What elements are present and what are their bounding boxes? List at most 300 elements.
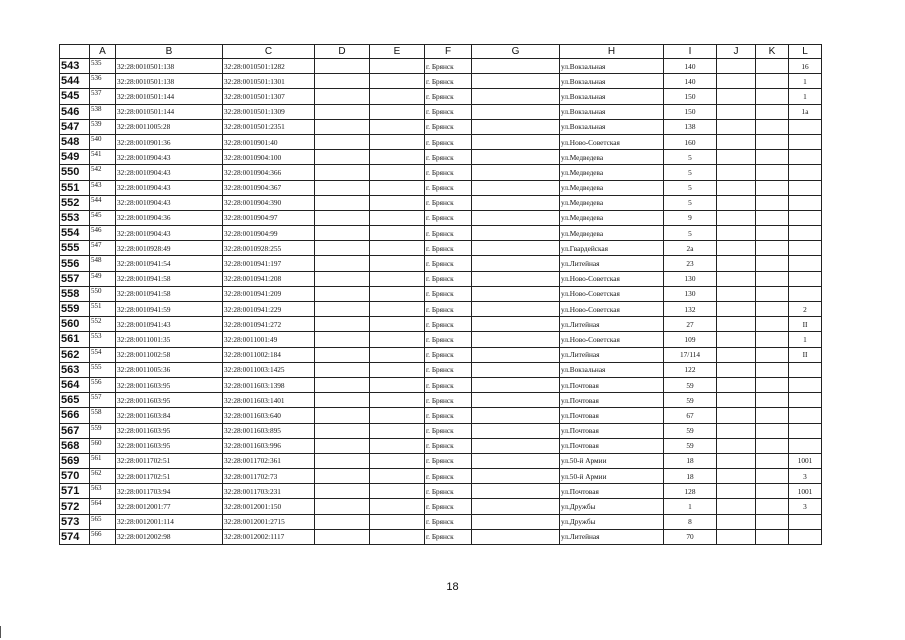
cell-j[interactable] <box>717 195 756 210</box>
cell-l[interactable] <box>789 256 822 271</box>
cell-g[interactable] <box>472 195 560 210</box>
cell-k[interactable] <box>756 286 789 301</box>
cell-b[interactable]: 32:28:0010904:43 <box>116 165 223 180</box>
cell-d[interactable] <box>315 271 370 286</box>
cell-d[interactable] <box>315 499 370 514</box>
cell-g[interactable] <box>472 438 560 453</box>
cell-e[interactable] <box>370 484 425 499</box>
cell-h[interactable]: ул.Литейная <box>560 529 664 544</box>
cell-a[interactable]: 561 <box>90 453 116 468</box>
cell-d[interactable] <box>315 529 370 544</box>
cell-a[interactable]: 556 <box>90 377 116 392</box>
cell-e[interactable] <box>370 210 425 225</box>
cell-a[interactable]: 540 <box>90 134 116 149</box>
cell-h[interactable]: ул.Ново-Советская <box>560 286 664 301</box>
cell-k[interactable] <box>756 302 789 317</box>
cell-i[interactable]: 160 <box>664 134 717 149</box>
cell-c[interactable]: 32:28:0012001:150 <box>223 499 315 514</box>
cell-j[interactable] <box>717 332 756 347</box>
row-number[interactable]: 557 <box>60 271 90 286</box>
cell-a[interactable]: 545 <box>90 210 116 225</box>
cell-d[interactable] <box>315 484 370 499</box>
cell-i[interactable]: 109 <box>664 332 717 347</box>
cell-g[interactable] <box>472 484 560 499</box>
cell-f[interactable]: г. Брянск <box>425 104 472 119</box>
cell-h[interactable]: ул.Дружбы <box>560 514 664 529</box>
cell-k[interactable] <box>756 150 789 165</box>
cell-i[interactable]: 150 <box>664 104 717 119</box>
cell-a[interactable]: 549 <box>90 271 116 286</box>
cell-g[interactable] <box>472 347 560 362</box>
cell-e[interactable] <box>370 499 425 514</box>
cell-c[interactable]: 32:28:0010901:40 <box>223 134 315 149</box>
cell-e[interactable] <box>370 317 425 332</box>
cell-h[interactable]: ул.Медведева <box>560 195 664 210</box>
row-number[interactable]: 546 <box>60 104 90 119</box>
row-number[interactable]: 563 <box>60 362 90 377</box>
cell-f[interactable]: г. Брянск <box>425 408 472 423</box>
cell-a[interactable]: 547 <box>90 241 116 256</box>
cell-e[interactable] <box>370 150 425 165</box>
cell-f[interactable]: г. Брянск <box>425 74 472 89</box>
cell-h[interactable]: ул.Почтовая <box>560 438 664 453</box>
cell-c[interactable]: 32:28:0011703:231 <box>223 484 315 499</box>
cell-h[interactable]: ул.Почтовая <box>560 377 664 392</box>
cell-b[interactable]: 32:28:0010901:36 <box>116 134 223 149</box>
cell-h[interactable]: ул.Вокзальная <box>560 362 664 377</box>
cell-e[interactable] <box>370 119 425 134</box>
cell-b[interactable]: 32:28:0012002:98 <box>116 529 223 544</box>
column-header-b[interactable]: B <box>116 45 223 59</box>
cell-e[interactable] <box>370 332 425 347</box>
cell-i[interactable]: 67 <box>664 408 717 423</box>
cell-d[interactable] <box>315 393 370 408</box>
cell-e[interactable] <box>370 256 425 271</box>
row-number[interactable]: 547 <box>60 119 90 134</box>
cell-j[interactable] <box>717 119 756 134</box>
cell-a[interactable]: 557 <box>90 393 116 408</box>
cell-k[interactable] <box>756 347 789 362</box>
cell-f[interactable]: г. Брянск <box>425 347 472 362</box>
cell-i[interactable]: 5 <box>664 150 717 165</box>
row-number[interactable]: 558 <box>60 286 90 301</box>
cell-a[interactable]: 550 <box>90 286 116 301</box>
cell-e[interactable] <box>370 302 425 317</box>
cell-d[interactable] <box>315 104 370 119</box>
cell-i[interactable]: 122 <box>664 362 717 377</box>
cell-a[interactable]: 554 <box>90 347 116 362</box>
cell-f[interactable]: г. Брянск <box>425 271 472 286</box>
cell-g[interactable] <box>472 362 560 377</box>
cell-c[interactable]: 32:28:0011603:640 <box>223 408 315 423</box>
cell-d[interactable] <box>315 514 370 529</box>
cell-b[interactable]: 32:28:0011603:95 <box>116 423 223 438</box>
cell-k[interactable] <box>756 165 789 180</box>
cell-j[interactable] <box>717 453 756 468</box>
cell-a[interactable]: 537 <box>90 89 116 104</box>
cell-e[interactable] <box>370 514 425 529</box>
cell-j[interactable] <box>717 302 756 317</box>
cell-b[interactable]: 32:28:0011702:51 <box>116 469 223 484</box>
cell-d[interactable] <box>315 165 370 180</box>
cell-a[interactable]: 560 <box>90 438 116 453</box>
cell-c[interactable]: 32:28:0011003:1425 <box>223 362 315 377</box>
row-number[interactable]: 561 <box>60 332 90 347</box>
cell-c[interactable]: 32:28:0010501:2351 <box>223 119 315 134</box>
cell-l[interactable]: II <box>789 347 822 362</box>
cell-e[interactable] <box>370 271 425 286</box>
cell-g[interactable] <box>472 393 560 408</box>
row-number[interactable]: 568 <box>60 438 90 453</box>
cell-l[interactable] <box>789 241 822 256</box>
column-header-l[interactable]: L <box>789 45 822 59</box>
cell-b[interactable]: 32:28:0010904:43 <box>116 195 223 210</box>
cell-h[interactable]: ул.Почтовая <box>560 423 664 438</box>
cell-b[interactable]: 32:28:0010904:43 <box>116 180 223 195</box>
cell-g[interactable] <box>472 317 560 332</box>
cell-l[interactable] <box>789 226 822 241</box>
cell-e[interactable] <box>370 226 425 241</box>
row-number[interactable]: 544 <box>60 74 90 89</box>
cell-f[interactable]: г. Брянск <box>425 529 472 544</box>
cell-g[interactable] <box>472 271 560 286</box>
cell-f[interactable]: г. Брянск <box>425 165 472 180</box>
cell-c[interactable]: 32:28:0010941:209 <box>223 286 315 301</box>
cell-f[interactable]: г. Брянск <box>425 89 472 104</box>
cell-c[interactable]: 32:28:0010941:272 <box>223 317 315 332</box>
cell-c[interactable]: 32:28:0010904:366 <box>223 165 315 180</box>
cell-a[interactable]: 538 <box>90 104 116 119</box>
cell-h[interactable]: ул.Ново-Советская <box>560 332 664 347</box>
cell-e[interactable] <box>370 362 425 377</box>
cell-k[interactable] <box>756 438 789 453</box>
cell-j[interactable] <box>717 438 756 453</box>
cell-b[interactable]: 32:28:0010941:43 <box>116 317 223 332</box>
cell-h[interactable]: ул.Литейная <box>560 317 664 332</box>
row-number[interactable]: 555 <box>60 241 90 256</box>
cell-i[interactable]: 138 <box>664 119 717 134</box>
cell-i[interactable]: 8 <box>664 514 717 529</box>
cell-i[interactable]: 17/114 <box>664 347 717 362</box>
cell-h[interactable]: ул.Почтовая <box>560 484 664 499</box>
cell-h[interactable]: ул.50-й Армии <box>560 469 664 484</box>
cell-g[interactable] <box>472 499 560 514</box>
cell-i[interactable]: 9 <box>664 210 717 225</box>
cell-f[interactable]: г. Брянск <box>425 59 472 74</box>
cell-d[interactable] <box>315 59 370 74</box>
cell-k[interactable] <box>756 393 789 408</box>
cell-i[interactable]: 5 <box>664 226 717 241</box>
row-number[interactable]: 551 <box>60 180 90 195</box>
cell-g[interactable] <box>472 119 560 134</box>
cell-b[interactable]: 32:28:0010941:59 <box>116 302 223 317</box>
cell-j[interactable] <box>717 134 756 149</box>
cell-j[interactable] <box>717 408 756 423</box>
cell-a[interactable]: 548 <box>90 256 116 271</box>
column-header-k[interactable]: K <box>756 45 789 59</box>
row-number[interactable]: 560 <box>60 317 90 332</box>
cell-a[interactable]: 539 <box>90 119 116 134</box>
cell-i[interactable]: 59 <box>664 438 717 453</box>
cell-b[interactable]: 32:28:0010501:138 <box>116 74 223 89</box>
cell-g[interactable] <box>472 256 560 271</box>
cell-b[interactable]: 32:28:0010928:49 <box>116 241 223 256</box>
cell-h[interactable]: ул.Ново-Советская <box>560 271 664 286</box>
cell-h[interactable]: ул.Медведева <box>560 180 664 195</box>
cell-b[interactable]: 32:28:0011005:28 <box>116 119 223 134</box>
cell-e[interactable] <box>370 165 425 180</box>
cell-a[interactable]: 566 <box>90 529 116 544</box>
cell-b[interactable]: 32:28:0010501:144 <box>116 89 223 104</box>
cell-d[interactable] <box>315 347 370 362</box>
cell-c[interactable]: 32:28:0012002:1117 <box>223 529 315 544</box>
cell-a[interactable]: 555 <box>90 362 116 377</box>
cell-l[interactable] <box>789 514 822 529</box>
cell-e[interactable] <box>370 393 425 408</box>
cell-i[interactable]: 130 <box>664 271 717 286</box>
cell-b[interactable]: 32:28:0010501:144 <box>116 104 223 119</box>
cell-l[interactable] <box>789 393 822 408</box>
cell-c[interactable]: 32:28:0011603:1398 <box>223 377 315 392</box>
cell-l[interactable]: 1 <box>789 74 822 89</box>
cell-j[interactable] <box>717 286 756 301</box>
cell-b[interactable]: 32:28:0011005:36 <box>116 362 223 377</box>
cell-j[interactable] <box>717 317 756 332</box>
row-number[interactable]: 552 <box>60 195 90 210</box>
cell-g[interactable] <box>472 150 560 165</box>
cell-d[interactable] <box>315 150 370 165</box>
cell-k[interactable] <box>756 271 789 286</box>
cell-c[interactable]: 32:28:0010501:1307 <box>223 89 315 104</box>
cell-l[interactable]: 16 <box>789 59 822 74</box>
cell-f[interactable]: г. Брянск <box>425 210 472 225</box>
cell-e[interactable] <box>370 195 425 210</box>
row-number[interactable]: 556 <box>60 256 90 271</box>
cell-k[interactable] <box>756 317 789 332</box>
cell-c[interactable]: 32:28:0010928:255 <box>223 241 315 256</box>
cell-f[interactable]: г. Брянск <box>425 150 472 165</box>
cell-j[interactable] <box>717 347 756 362</box>
cell-j[interactable] <box>717 104 756 119</box>
cell-g[interactable] <box>472 529 560 544</box>
cell-k[interactable] <box>756 89 789 104</box>
cell-i[interactable]: 132 <box>664 302 717 317</box>
cell-b[interactable]: 32:28:0011603:95 <box>116 438 223 453</box>
cell-e[interactable] <box>370 469 425 484</box>
cell-e[interactable] <box>370 408 425 423</box>
cell-j[interactable] <box>717 165 756 180</box>
cell-l[interactable]: 3 <box>789 469 822 484</box>
column-header-j[interactable]: J <box>717 45 756 59</box>
column-header-h[interactable]: H <box>560 45 664 59</box>
cell-j[interactable] <box>717 499 756 514</box>
cell-d[interactable] <box>315 362 370 377</box>
cell-j[interactable] <box>717 59 756 74</box>
cell-k[interactable] <box>756 362 789 377</box>
cell-b[interactable]: 32:28:0012001:114 <box>116 514 223 529</box>
cell-g[interactable] <box>472 241 560 256</box>
row-number[interactable]: 559 <box>60 302 90 317</box>
cell-c[interactable]: 32:28:0010941:197 <box>223 256 315 271</box>
cell-j[interactable] <box>717 423 756 438</box>
cell-h[interactable]: ул.Литейная <box>560 256 664 271</box>
cell-c[interactable]: 32:28:0010941:208 <box>223 271 315 286</box>
cell-k[interactable] <box>756 332 789 347</box>
cell-b[interactable]: 32:28:0011001:35 <box>116 332 223 347</box>
cell-b[interactable]: 32:28:0010501:138 <box>116 59 223 74</box>
cell-f[interactable]: г. Брянск <box>425 241 472 256</box>
cell-g[interactable] <box>472 377 560 392</box>
cell-d[interactable] <box>315 469 370 484</box>
cell-e[interactable] <box>370 59 425 74</box>
cell-d[interactable] <box>315 438 370 453</box>
row-number[interactable]: 565 <box>60 393 90 408</box>
cell-f[interactable]: г. Брянск <box>425 484 472 499</box>
column-header-g[interactable]: G <box>472 45 560 59</box>
cell-c[interactable]: 32:28:0011002:184 <box>223 347 315 362</box>
cell-g[interactable] <box>472 514 560 529</box>
cell-h[interactable]: ул.Литейная <box>560 347 664 362</box>
cell-i[interactable]: 23 <box>664 256 717 271</box>
cell-b[interactable]: 32:28:0010904:43 <box>116 150 223 165</box>
cell-a[interactable]: 564 <box>90 499 116 514</box>
cell-c[interactable]: 32:28:0010941:229 <box>223 302 315 317</box>
cell-j[interactable] <box>717 150 756 165</box>
cell-g[interactable] <box>472 165 560 180</box>
cell-k[interactable] <box>756 226 789 241</box>
cell-j[interactable] <box>717 226 756 241</box>
cell-k[interactable] <box>756 59 789 74</box>
cell-h[interactable]: ул.Вокзальная <box>560 74 664 89</box>
cell-d[interactable] <box>315 286 370 301</box>
cell-j[interactable] <box>717 180 756 195</box>
cell-g[interactable] <box>472 134 560 149</box>
cell-l[interactable] <box>789 271 822 286</box>
cell-k[interactable] <box>756 195 789 210</box>
row-number[interactable]: 562 <box>60 347 90 362</box>
cell-c[interactable]: 32:28:0010904:97 <box>223 210 315 225</box>
cell-b[interactable]: 32:28:0011703:94 <box>116 484 223 499</box>
cell-b[interactable]: 32:28:0012001:77 <box>116 499 223 514</box>
cell-d[interactable] <box>315 332 370 347</box>
cell-a[interactable]: 541 <box>90 150 116 165</box>
cell-c[interactable]: 32:28:0010904:100 <box>223 150 315 165</box>
cell-i[interactable]: 5 <box>664 195 717 210</box>
cell-c[interactable]: 32:28:0011001:49 <box>223 332 315 347</box>
cell-c[interactable]: 32:28:0010501:1282 <box>223 59 315 74</box>
cell-d[interactable] <box>315 241 370 256</box>
cell-i[interactable]: 59 <box>664 377 717 392</box>
column-header-c[interactable]: C <box>223 45 315 59</box>
cell-h[interactable]: ул.Вокзальная <box>560 89 664 104</box>
cell-i[interactable]: 59 <box>664 423 717 438</box>
cell-l[interactable] <box>789 150 822 165</box>
cell-k[interactable] <box>756 408 789 423</box>
cell-f[interactable]: г. Брянск <box>425 286 472 301</box>
cell-d[interactable] <box>315 195 370 210</box>
cell-g[interactable] <box>472 104 560 119</box>
cell-i[interactable]: 27 <box>664 317 717 332</box>
column-header-e[interactable]: E <box>370 45 425 59</box>
cell-f[interactable]: г. Брянск <box>425 180 472 195</box>
cell-k[interactable] <box>756 74 789 89</box>
cell-d[interactable] <box>315 408 370 423</box>
row-number[interactable]: 572 <box>60 499 90 514</box>
cell-f[interactable]: г. Брянск <box>425 317 472 332</box>
cell-l[interactable] <box>789 195 822 210</box>
cell-j[interactable] <box>717 241 756 256</box>
cell-j[interactable] <box>717 484 756 499</box>
cell-b[interactable]: 32:28:0010941:54 <box>116 256 223 271</box>
cell-f[interactable]: г. Брянск <box>425 256 472 271</box>
cell-j[interactable] <box>717 271 756 286</box>
cell-c[interactable]: 32:28:0010501:1301 <box>223 74 315 89</box>
cell-k[interactable] <box>756 241 789 256</box>
cell-j[interactable] <box>717 393 756 408</box>
cell-g[interactable] <box>472 89 560 104</box>
cell-l[interactable]: 1001 <box>789 453 822 468</box>
cell-j[interactable] <box>717 529 756 544</box>
cell-g[interactable] <box>472 59 560 74</box>
cell-a[interactable]: 559 <box>90 423 116 438</box>
cell-i[interactable]: 130 <box>664 286 717 301</box>
row-number[interactable]: 564 <box>60 377 90 392</box>
cell-f[interactable]: г. Брянск <box>425 438 472 453</box>
cell-l[interactable] <box>789 408 822 423</box>
cell-h[interactable]: ул.Ново-Советская <box>560 302 664 317</box>
cell-b[interactable]: 32:28:0011603:84 <box>116 408 223 423</box>
cell-c[interactable]: 32:28:0011702:73 <box>223 469 315 484</box>
cell-l[interactable] <box>789 134 822 149</box>
cell-k[interactable] <box>756 529 789 544</box>
cell-l[interactable] <box>789 362 822 377</box>
cell-b[interactable]: 32:28:0011603:95 <box>116 377 223 392</box>
cell-j[interactable] <box>717 89 756 104</box>
cell-l[interactable] <box>789 377 822 392</box>
row-number[interactable]: 543 <box>60 59 90 74</box>
cell-j[interactable] <box>717 514 756 529</box>
column-header-a[interactable]: A <box>90 45 116 59</box>
cell-k[interactable] <box>756 499 789 514</box>
cell-b[interactable]: 32:28:0011603:95 <box>116 393 223 408</box>
cell-i[interactable]: 128 <box>664 484 717 499</box>
column-header-d[interactable]: D <box>315 45 370 59</box>
cell-g[interactable] <box>472 226 560 241</box>
cell-d[interactable] <box>315 317 370 332</box>
cell-k[interactable] <box>756 514 789 529</box>
cell-d[interactable] <box>315 423 370 438</box>
cell-g[interactable] <box>472 286 560 301</box>
cell-h[interactable]: ул.Медведева <box>560 210 664 225</box>
cell-f[interactable]: г. Брянск <box>425 423 472 438</box>
cell-g[interactable] <box>472 453 560 468</box>
row-number[interactable]: 545 <box>60 89 90 104</box>
cell-a[interactable]: 565 <box>90 514 116 529</box>
cell-d[interactable] <box>315 453 370 468</box>
cell-l[interactable] <box>789 119 822 134</box>
cell-e[interactable] <box>370 423 425 438</box>
cell-h[interactable]: ул.Вокзальная <box>560 104 664 119</box>
cell-g[interactable] <box>472 423 560 438</box>
cell-d[interactable] <box>315 89 370 104</box>
cell-f[interactable]: г. Брянск <box>425 226 472 241</box>
cell-a[interactable]: 551 <box>90 302 116 317</box>
cell-i[interactable]: 1 <box>664 499 717 514</box>
cell-e[interactable] <box>370 347 425 362</box>
cell-d[interactable] <box>315 180 370 195</box>
cell-e[interactable] <box>370 74 425 89</box>
cell-a[interactable]: 536 <box>90 74 116 89</box>
